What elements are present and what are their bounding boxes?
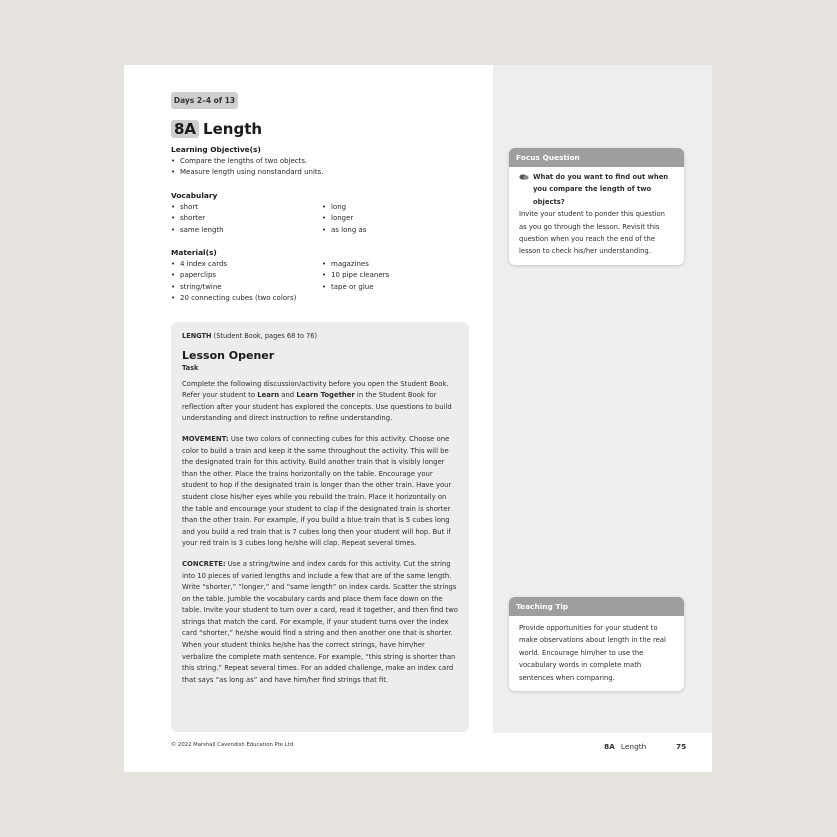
materials-section xyxy=(171,248,389,305)
concrete-paragraph xyxy=(182,559,458,687)
lesson-intro-learn-together: Learn Together xyxy=(296,391,355,400)
movement-paragraph xyxy=(182,434,458,550)
lesson-intro-text-end: in the Student Book for reflection after your student has explored the concepts. Use questions to build understanding and direct instruction to refine understanding. xyxy=(182,391,452,423)
page xyxy=(124,65,712,772)
lesson-intro-text: Complete the following discussion/activity before you open the Student Book. Refer your student to xyxy=(182,379,449,400)
lesson-intro xyxy=(182,379,458,425)
lesson-number: 8A xyxy=(171,120,199,138)
chapter-code: 8A xyxy=(604,742,615,751)
list-item: • as long as xyxy=(322,225,366,236)
materials-heading: Material(s) xyxy=(171,248,217,257)
movement-label: MOVEMENT: xyxy=(182,434,229,443)
lesson-opener-box xyxy=(171,322,469,732)
list-item: • magazines xyxy=(322,259,389,270)
teaching-tip-text: Provide opportunities for your student to make observations about length in the real world. Encourage him/her to use the vocabulary words in complete math sentences when comparing. xyxy=(519,624,666,682)
lesson-label-bold: LENGTH xyxy=(182,332,212,340)
concrete-label: CONCRETE: xyxy=(182,559,226,568)
speech-bubble-icon xyxy=(519,174,529,181)
focus-question-text xyxy=(519,171,674,208)
chapter-footer xyxy=(604,742,646,751)
lesson-intro-learn: Learn xyxy=(257,391,280,400)
lesson-label xyxy=(182,331,458,343)
list-item: • shorter xyxy=(171,213,322,224)
list-item: • 4 index cards xyxy=(171,259,322,270)
focus-question-card xyxy=(509,148,684,265)
list-item: • 10 pipe cleaners xyxy=(322,270,389,281)
lesson-title: Length xyxy=(203,120,263,138)
list-item: • short xyxy=(171,202,322,213)
list-item: • Compare the lengths of two objects. xyxy=(171,156,324,167)
vocabulary-heading: Vocabulary xyxy=(171,191,218,200)
lesson-heading: Lesson Opener xyxy=(182,348,275,362)
days-badge: Days 2–4 of 13 xyxy=(171,92,238,109)
vocabulary-section xyxy=(171,191,366,236)
objectives-heading: Learning Objective(s) xyxy=(171,145,261,154)
list-item: • longer xyxy=(322,213,366,224)
page-title xyxy=(171,120,262,138)
lesson-label-pages: (Student Book, pages 68 to 76) xyxy=(211,332,318,340)
objectives-section xyxy=(171,145,324,179)
lesson-intro-and: and xyxy=(279,391,297,400)
lesson-subheading: Task xyxy=(182,363,199,372)
list-item: • 20 connecting cubes (two colors) xyxy=(171,293,322,304)
copyright: © 2022 Marshall Cavendish Education Pte Ltd xyxy=(171,742,294,748)
list-item: • long xyxy=(322,202,366,213)
list-item: • paperclips xyxy=(171,270,322,281)
list-item: • Measure length using nonstandard units. xyxy=(171,167,324,178)
list-item: • same length xyxy=(171,225,322,236)
concrete-text: Use a string/twine and index cards for this activity. Cut the string into 10 pieces of varied lengths and include a few that are of the same length. Write “shorter,” “longer,” and “same length” on index cards. Scatter the strings on the table. Jumble the vocabulary cards and place them face down on the table. Invite your student to turn over a card, read it together, and then find two strings that match the card. For example, if your student turns over the index card “shorter,” he/she would find a string and then another one that is shorter. When your student thinks he/she has the correct strings, have him/her verbalize the complete math sentence. For example, “this string is shorter than this string.” Repeat several times. For an added challenge, make an index card that says “as long as” and have him/her find strings that fit. xyxy=(182,559,458,684)
list-item: • string/twine xyxy=(171,282,322,293)
chapter-name: Length xyxy=(620,742,647,751)
focus-question-title: Focus Question xyxy=(509,148,684,167)
focus-question-body: Invite your student to ponder this question as you go through the lesson. Revisit this question when you reach the end of the lesson to check his/her understanding. xyxy=(519,210,665,256)
list-item: • tape or glue xyxy=(322,282,389,293)
teaching-tip-title: Teaching Tip xyxy=(509,597,684,616)
teaching-tip-card xyxy=(509,597,684,691)
movement-text: Use two colors of connecting cubes for this activity. Choose one color to build a train and keep it the same throughout the activity. This will be the designated train for this activity. Build another train that is visibly longer than the other. Place the trains horizontally on the table. Encourage your student to hop if the designated train is longer than the other train. Have your student close his/her eyes while you rebuild the train. Place it horizontally on the table and encourage your student to clap if the designated train is shorter than the other train. For example, if you build a blue train that is 5 cubes long and you build a red train that is 7 cubes long then your student will hop. But if your red train is 3 cubes long he/she will clap. Repeat several times. xyxy=(182,434,452,548)
focus-question-question: What do you want to find out when you compare the length of two objects? xyxy=(533,173,669,206)
page-number: 75 xyxy=(676,742,687,751)
